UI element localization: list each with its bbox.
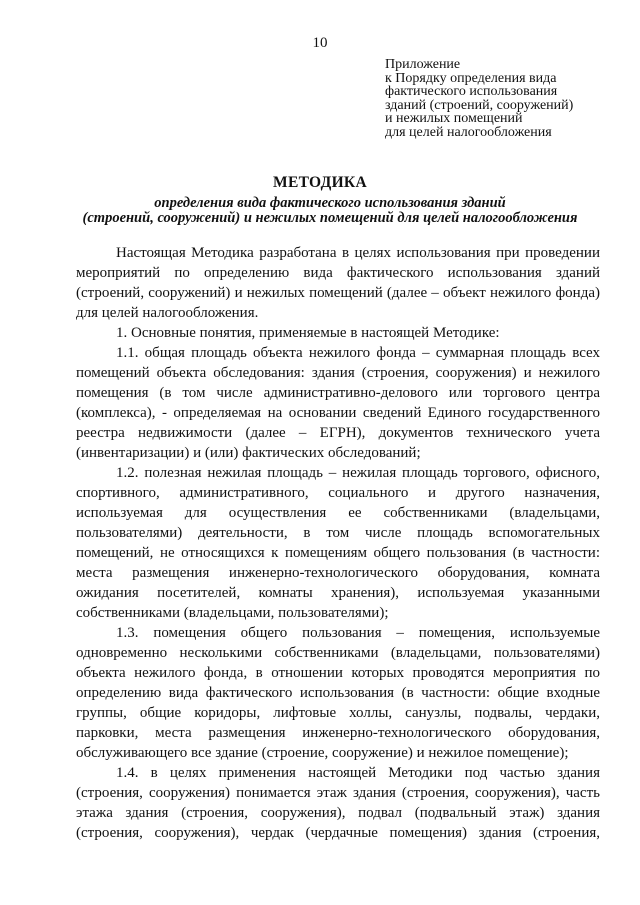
appendix-line: и нежилых помещений	[385, 111, 523, 127]
paragraph-1-4: 1.4. в целях применения настоящей Методики под частью здания (строения, сооружения) понимается этаж здания (строения, сооружения), часть этажа здания (строения, сооружения), подвал (подвальный этаж) здания (строения, сооружения), чердак (чердачные помещения) здания (строения,	[76, 765, 600, 841]
paragraph-1-3: 1.3. помещения общего пользования – помещения, используемые одновременно несколькими собственниками (владельцами, пользователями) объекта нежилого фонда, в отношении которых проводятся мероприятия по определению вида фактического использования (в частности: общие входные группы, общие коридоры, лифтовые холлы, санузлы, подвалы, чердаки, парковки, места размещения инженерно-технологического оборудования, обслуживающего все здание (строение, сооружение) и нежилое помещение);	[76, 625, 600, 761]
appendix-line: зданий (строений, сооружений)	[385, 97, 574, 113]
document-body	[76, 243, 600, 843]
appendix-note	[385, 58, 625, 140]
appendix-line: Приложение	[385, 57, 461, 72]
paragraph-1-1: 1.1. общая площадь объекта нежилого фонда – суммарная площадь всех помещений объекта обследования: здания (строения, сооружения) и нежилого помещения (в том числе административно-делового или торгового центра (комплекса), - определяемая на основании сведений Единого государственного реестра недвижимости (далее – ЕГРН), документов технического учета (инвентаризации) и (или) фактических обследований;	[76, 345, 600, 461]
appendix-line: фактического использования	[385, 84, 558, 100]
page-number: 10	[312, 35, 328, 51]
subtitle-line-2: (строений, сооружений) и нежилых помещений для целей налогообложения	[82, 210, 578, 226]
paragraph-1-2: 1.2. полезная нежилая площадь – нежилая площадь торгового, офисного, спортивного, административного, социального и другого назначения, используемая для осуществления ее собственниками (владельцами, пользователями) деятельности, в том числе площадь вспомогательных помещений, не относящихся к помещениям общего пользования (в частности: места размещения инженерно-технологического оборудования, комната ожидания посетителей, комнаты хранения), используемая указанными собственниками (владельцами, пользователями);	[76, 465, 600, 621]
document-title: МЕТОДИКА	[273, 174, 367, 191]
appendix-line: к Порядку определения вида	[385, 70, 557, 86]
paragraph-intro: Настоящая Методика разработана в целях использования при проведении мероприятий по определению вида фактического использования зданий (строений, сооружений) и нежилых помещений (далее – объект нежилого фонда) для целей налогообложения.	[76, 245, 600, 321]
subtitle-line-1: определения вида фактического использования зданий	[154, 195, 506, 211]
appendix-line: для целей налогообложения	[385, 124, 552, 140]
document-subtitle	[60, 196, 600, 226]
paragraph-section-1: 1. Основные понятия, применяемые в настоящей Методике:	[116, 325, 500, 341]
